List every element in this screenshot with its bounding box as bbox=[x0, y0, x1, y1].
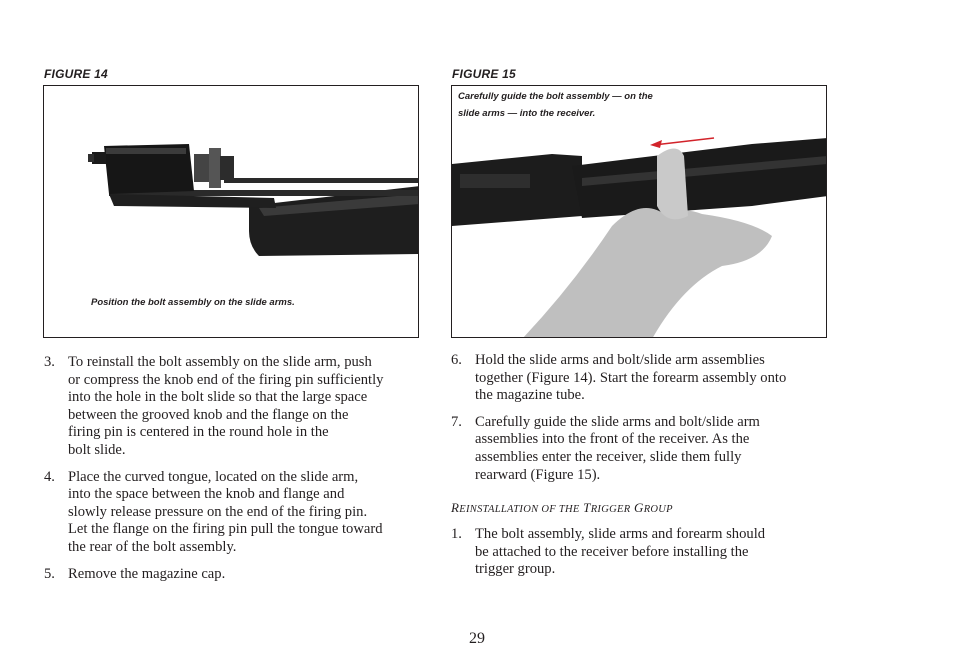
heading-part: ROUP bbox=[643, 504, 673, 515]
step-line: firing pin is centered in the round hole in the bbox=[68, 424, 329, 441]
heading-part: T bbox=[583, 500, 591, 515]
figure-15-frame bbox=[451, 85, 827, 338]
page-number: 29 bbox=[469, 630, 485, 647]
heading-part: R bbox=[451, 500, 460, 515]
list-item bbox=[451, 526, 851, 579]
step-line: trigger group. bbox=[475, 561, 556, 578]
step-line: be attached to the receiver before installing the bbox=[475, 543, 749, 560]
list-item bbox=[451, 414, 851, 484]
step-line: Place the curved tongue, located on the slide arm, bbox=[68, 468, 359, 485]
section-heading bbox=[451, 500, 673, 516]
step-line: assemblies enter the receiver, slide them fully bbox=[475, 448, 742, 465]
step-number: 4. bbox=[44, 468, 55, 485]
figure-14-frame bbox=[43, 85, 419, 338]
step-line: Let the flange on the firing pin pull the tongue toward bbox=[68, 521, 383, 538]
section-steps-list bbox=[451, 526, 851, 588]
list-item bbox=[451, 352, 851, 405]
figure-15-label: FIGURE 15 bbox=[452, 67, 516, 81]
left-steps-list bbox=[44, 354, 424, 592]
step-line: between the grooved knob and the flange on the bbox=[68, 406, 349, 423]
heading-part: G bbox=[633, 500, 644, 515]
step-line: Carefully guide the slide arms and bolt/slide arm bbox=[475, 413, 760, 430]
figure-14-caption: Position the bolt assembly on the slide arms. bbox=[91, 297, 295, 308]
step-number: 3. bbox=[44, 354, 55, 370]
step-number: 6. bbox=[451, 352, 462, 368]
step-number: 1. bbox=[451, 526, 462, 542]
figure-15-caption-line-2: slide arms — into the receiver. bbox=[458, 108, 596, 119]
step-number: 7. bbox=[451, 413, 462, 430]
list-item bbox=[44, 566, 424, 584]
step-line: The bolt assembly, slide arms and forearm should bbox=[475, 526, 766, 542]
step-line: the magazine tube. bbox=[475, 387, 585, 404]
step-line: Hold the slide arms and bolt/slide arm assemblies bbox=[475, 352, 765, 368]
step-number: 5. bbox=[44, 565, 55, 582]
step-line: rearward (Figure 15). bbox=[475, 466, 601, 483]
step-line: To reinstall the bolt assembly on the slide arm, push bbox=[68, 354, 372, 370]
heading-part: EINSTALLATION OF THE bbox=[459, 504, 580, 515]
step-line: assemblies into the front of the receiver. As the bbox=[475, 431, 750, 448]
figure-14-label: FIGURE 14 bbox=[44, 67, 108, 81]
step-line: into the hole in the bolt slide so that the large space bbox=[68, 389, 368, 406]
right-steps-list bbox=[451, 352, 851, 493]
list-item bbox=[44, 354, 424, 460]
figure-15-caption-line-1: Carefully guide the bolt assembly — on the bbox=[458, 91, 653, 102]
step-line: Remove the magazine cap. bbox=[68, 565, 226, 582]
step-line: slowly release pressure on the end of the firing pin. bbox=[68, 503, 368, 520]
heading-part: RIGGER bbox=[590, 504, 631, 515]
step-line: the rear of the bolt assembly. bbox=[68, 538, 237, 555]
step-line: or compress the knob end of the firing pin sufficiently bbox=[68, 371, 384, 388]
list-item bbox=[44, 469, 424, 557]
step-line: into the space between the knob and flange and bbox=[68, 486, 345, 503]
step-line: together (Figure 14). Start the forearm assembly onto bbox=[475, 369, 787, 386]
step-line: bolt slide. bbox=[68, 441, 126, 458]
figure-15-photo bbox=[452, 86, 827, 338]
